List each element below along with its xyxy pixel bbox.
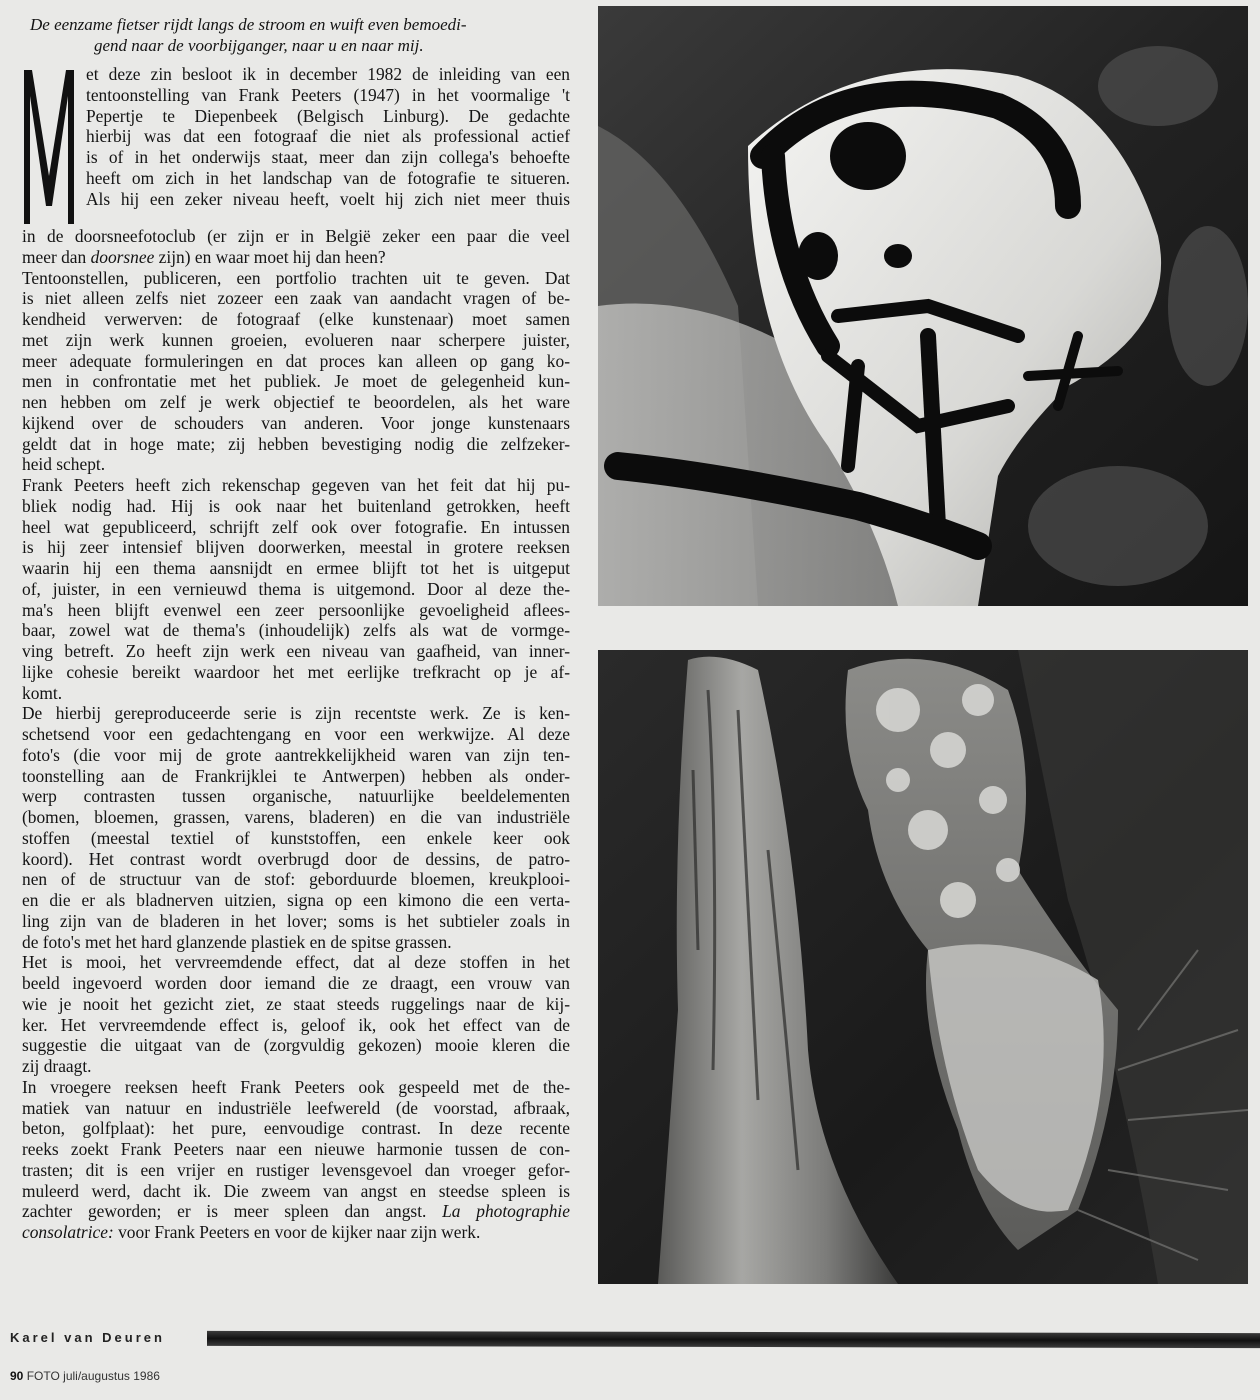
paragraph-1-continued (22, 226, 570, 247)
text-line: Frank Peeters heeft zich rekenschap gegeven van het feit dat hij pu- (22, 475, 570, 495)
text-line: ker. Het vervreemdende effect is, geloof ik, ook het effect van de (22, 1014, 570, 1035)
text-line: ma's heen blijft evenwel een zeer persoonlijke gevoeligheid aflees- (22, 599, 570, 620)
text-line: toonstelling aan de Frankrijklei te Antwerpen) hebben als onder- (22, 765, 570, 786)
folio (10, 1369, 160, 1383)
text-line: ving betreft. Zo heeft zijn werk een niveau van gaafheid, van inner- (22, 641, 570, 661)
text-line: lijke cohesie bereikt waardoor het met eerlijke trefkracht op je af- (22, 661, 570, 682)
text-line: In vroegere reeksen heeft Frank Peeters ook gespeeld met de the- (22, 1076, 570, 1097)
text-line: ling zijn van de bladeren in het lover; soms is het subtieler zoals in (22, 910, 570, 931)
text-line: men in confrontatie met het publiek. Je moet de gelegenheid kun- (22, 371, 570, 392)
text-line: bliek nodig had. Hij is ook naar het buitenland getrokken, heeft (22, 495, 570, 516)
text-line: consolatrice: voor Frank Peeters en voor de kijker naar zijn werk. (22, 1222, 481, 1242)
paragraph-5 (22, 952, 570, 1077)
text-line: waarin hij een thema aansnijdt en ermee blijft tot het is uitgeput (22, 558, 570, 578)
paragraph-2 (22, 268, 570, 476)
text-line: is of in het onderwijs staat, meer dan zijn collega's behoefte (86, 147, 570, 167)
text-line: werp contrasten tussen organische, natuurlijke beeldelementen (22, 786, 570, 807)
text-line: meer dan doorsnee zijn) en waar moet hij dan heen? (22, 246, 386, 267)
paragraph-1 (22, 64, 570, 209)
text-line: Het is mooi, het vervreemdende effect, dat al deze stoffen in het (22, 952, 570, 973)
text-line: et deze zin besloot ik in december 1982 de inleiding van een (86, 64, 570, 84)
text-line: stoffen (meestal textiel of kunststoffen, een enkele keer ook (22, 827, 570, 848)
paragraph-1-end (22, 247, 570, 268)
text-line: Als hij een zeker niveau heeft, voelt hij zich niet meer thuis (86, 188, 570, 209)
text-line: Pepertje te Diepenbeek (Belgisch Linburg). De gedachte (86, 105, 570, 126)
text-line: in de doorsneefotoclub (er zijn er in België zeker een paar die veel (22, 226, 570, 246)
text-line: geldt dat in hoge mate; zij hebben bevestiging nodig die zelfzeker- (22, 433, 570, 454)
text-line: wie je nooit het gezicht ziet, ze staat steeds ruggelings naar de kij- (22, 993, 570, 1014)
text-line: is hij zeer intensief blijven doorwerken, meestal in grotere reeksen (22, 537, 570, 558)
text-line: nen of de structuur van de stof: geborduurde bloemen, kreukplooi- (22, 869, 570, 890)
photo-tree-figure (598, 650, 1248, 1284)
text-line: beton, golfplaat): het pure, eenvoudige contrast. In deze recente (22, 1118, 570, 1139)
text-line: kendheid verwerven: de fotograaf (elke kunstenaar) moet samen (22, 309, 570, 329)
text-line: heel wat gepubliceerd, schrijft zelf ook over fotografie. En intussen (22, 516, 570, 537)
paragraph-6-end (22, 1201, 570, 1243)
epigraph (30, 14, 570, 56)
epigraph-line-2: gend naar de voorbijganger, naar u en naar mij. (94, 36, 424, 55)
text-line: zij draagt. (22, 1056, 92, 1076)
text-line: (bomen, bloemen, grassen, varens, bladeren) en die van industriële (22, 807, 570, 827)
page-number: 90 (10, 1369, 24, 1383)
text-line: trasten; dit is een vrijer en rustiger levensgevoel dan vroeger gefor- (22, 1159, 570, 1180)
text-line: komt. (22, 682, 63, 703)
text-line: is niet alleen zelfs niet zozeer een zaak van aandacht vragen of be- (22, 288, 570, 309)
text-line: schetsend voor een gedachtengang en voor een werkwijze. Al deze (22, 724, 570, 744)
text-line: heeft om zich in het landschap van de fotografie te situeren. (86, 167, 570, 188)
text-line: kijkend over de schouders van anderen. Voor jonge kunstenaars (22, 412, 570, 433)
paragraph-4 (22, 703, 570, 952)
text-line: tentoonstelling van Frank Peeters (1947) in het voormalige 't (86, 84, 570, 105)
text-line: koord). Het contrast wordt overbrugd door de dessins, de patro- (22, 848, 570, 869)
text-line: de foto's met het hard glanzende plastiek en de spitse grassen. (22, 931, 452, 952)
article-column (22, 14, 570, 1243)
author-byline: Karel van Deuren (10, 1330, 165, 1345)
issue-date: juli/augustus 1986 (63, 1369, 160, 1383)
text-line: suggestie die uitgaat van de (zorgvuldig gekozen) mooie kleren die (22, 1035, 570, 1056)
text-line: hierbij was dat een fotograaf die niet als professional actief (86, 126, 570, 147)
paragraph-6 (22, 1077, 570, 1202)
paragraph-3 (22, 475, 570, 703)
text-line: nen hebben om zelf je werk objectief te beoordelen, als het ware (22, 392, 570, 412)
text-line: met zijn werk kunnen groeien, evolueren naar scherpere juister, (22, 329, 570, 350)
text-line: meer adequate formuleringen en dat proces kan alleen op gang ko- (22, 350, 570, 371)
text-line: of, juister, in een vernieuwd thema is uitgemond. Door al deze the- (22, 578, 570, 599)
dropcap-m (22, 66, 76, 226)
text-line: muleerd werd, dacht ik. Die zweem van angst en steedse spleen is (22, 1180, 570, 1201)
photo-draped-fabric (598, 6, 1248, 606)
magazine-name: FOTO (26, 1369, 60, 1383)
text-line: foto's (die voor mij de grote aantrekkelijkheid waren van zijn ten- (22, 744, 570, 765)
text-line: beeld ingevoerd worden door iemand die ze draagt, een vrouw van (22, 973, 570, 993)
text-line: De hierbij gereproduceerde serie is zijn recentste werk. Ze is ken- (22, 703, 570, 724)
text-line: Tentoonstellen, publiceren, een portfolio trachten uit te geven. Dat (22, 267, 570, 288)
text-line: zachter geworden; er is meer spleen dan angst. La photographie (22, 1201, 570, 1222)
text-line: baar, zowel wat de thema's (inhoudelijk) zelfs als wat de vormge- (22, 620, 570, 641)
text-line: heid schept. (22, 454, 106, 475)
footer-rule (207, 1331, 1260, 1348)
opening-paragraph (22, 64, 570, 226)
text-line: reeks zoekt Frank Peeters naar een nieuwe harmonie tussen de con- (22, 1139, 570, 1159)
epigraph-line-1: De eenzame fietser rijdt langs de stroom en wuift even bemoedi- (30, 15, 467, 34)
text-line: en die er als bladnerven uitzien, signa op een kimono die een verta- (22, 890, 570, 910)
text-line: matiek van natuur en industriële leefwereld (de voorstad, afbraak, (22, 1097, 570, 1118)
